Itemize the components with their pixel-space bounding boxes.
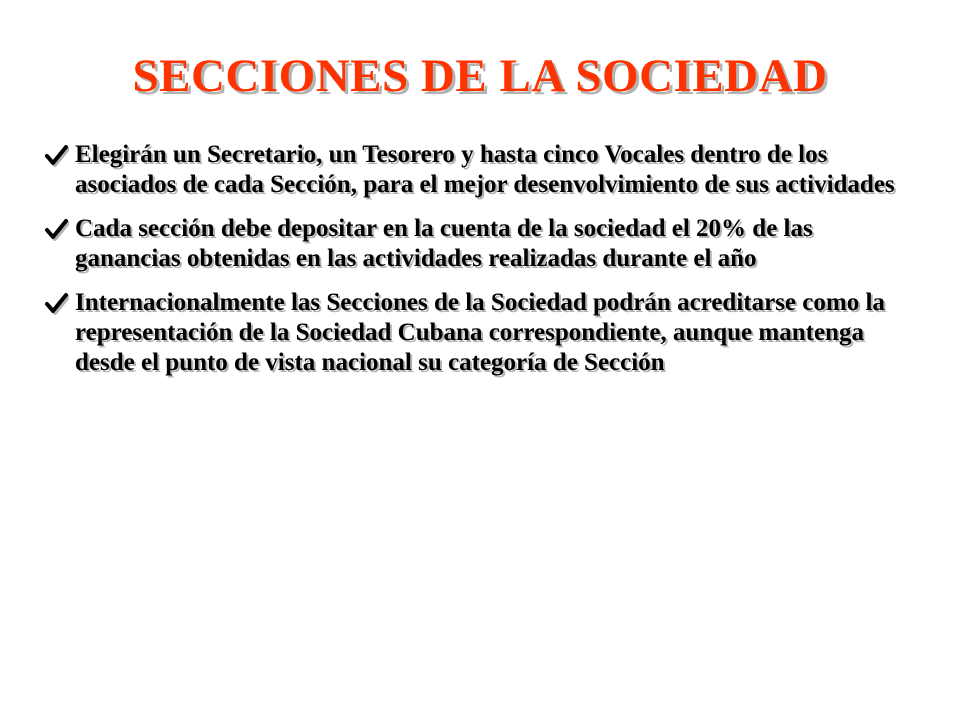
check-icon [44, 291, 69, 316]
check-icon [44, 143, 69, 168]
check-icon [44, 217, 69, 242]
bullet-item-1 [44, 140, 924, 200]
slide-title: SECCIONES DE LA SOCIEDAD [132, 50, 828, 102]
bullet-text: Cada sección debe depositar en la cuenta de la sociedad el 20% de las ganancias obtenidas en las actividades realizadas durante el año [75, 215, 813, 272]
bullet-item-3 [44, 288, 924, 378]
bullet-text: Internacionalmente las Secciones de la Sociedad podrán acreditarse como la representación de la Sociedad Cubana correspondiente, aunque mantenga desde el punto de vista nacional su categoría de Sección [75, 289, 885, 376]
bullet-item-2 [44, 214, 924, 274]
bullet-list [44, 140, 924, 392]
bullet-text: Elegirán un Secretario, un Tesorero y hasta cinco Vocales dentro de los asociados de cada Sección, para el mejor desenvolvimiento de sus actividades [75, 141, 895, 198]
